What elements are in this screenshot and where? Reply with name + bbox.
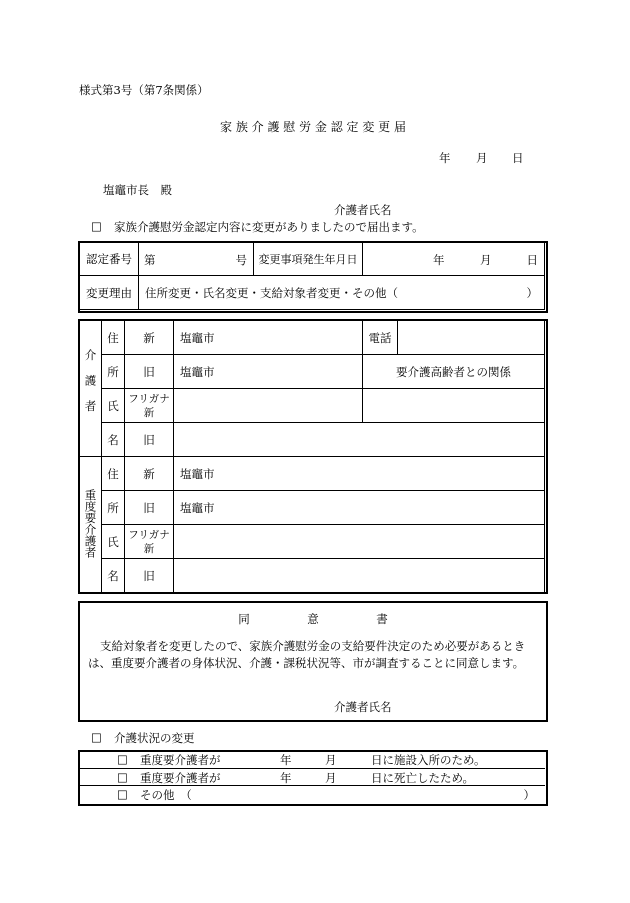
reason-field[interactable] (139, 276, 545, 310)
consent-title: 同 意 書 (238, 612, 388, 626)
status-row (79, 751, 545, 768)
caregiver-old-addr-label: 旧 (125, 355, 174, 389)
cared-new-name[interactable] (174, 525, 545, 559)
phone-label: 電話 (363, 321, 398, 355)
relation-label: 要介護高齢者との関係 (363, 355, 545, 389)
change-date-year: 年 (433, 253, 445, 267)
cared-new-addr-label: 新 (125, 457, 174, 491)
furigana-label: フリガナ (128, 392, 170, 405)
status-row-year: 年 (280, 753, 292, 767)
relation-field[interactable] (363, 389, 545, 423)
status-row (79, 785, 545, 802)
date-day: 日 (512, 151, 524, 165)
status-row-month: 月 (325, 753, 337, 767)
cared-old-addr-label: 旧 (125, 491, 174, 525)
caregiver-name-label-2: 名 (102, 423, 125, 457)
cert-no-field[interactable] (139, 243, 254, 276)
cared-addr-label-2: 所 (102, 491, 125, 525)
cared-name-label-2: 名 (102, 559, 125, 593)
caregiver-section-label: 介護者 (80, 321, 102, 457)
caregiver-new-addr-label: 新 (125, 321, 174, 355)
cared-new-name-label (125, 525, 174, 559)
reason-close: ） (526, 286, 538, 300)
certification-table (79, 242, 545, 310)
notice-text: 家族介護慰労金認定内容に変更がありましたので届出ます。 (114, 220, 424, 234)
caregiver-new-name-label (125, 389, 174, 423)
status-change-label: 介護状況の変更 (114, 731, 195, 745)
new-label: 新 (143, 406, 155, 419)
change-date-field[interactable] (363, 243, 545, 276)
status-row-text: 重度要介護者が (140, 770, 221, 785)
status-table (79, 751, 545, 802)
cared-old-addr[interactable]: 塩竈市 (174, 491, 545, 525)
notice-checkbox[interactable]: □ (91, 219, 102, 233)
caregiver-new-name[interactable] (174, 389, 363, 423)
caregiver-old-name-label: 旧 (125, 423, 174, 457)
status-row-suffix: 日に死亡したため。 (371, 770, 475, 785)
furigana-label: フリガナ (128, 528, 170, 541)
form-title: 家 族 介 護 慰 労 金 認 定 変 更 届 (220, 120, 406, 134)
caregiver-addr-label-2: 所 (102, 355, 125, 389)
caregiver-new-addr[interactable]: 塩竈市 (174, 321, 363, 355)
cared-old-name-label: 旧 (125, 559, 174, 593)
cert-no-go: 号 (235, 253, 247, 267)
cared-old-name[interactable] (174, 559, 545, 593)
cert-no-dai: 第 (144, 253, 156, 267)
status-row-checkbox[interactable]: □ (117, 752, 128, 766)
status-row-text: その他 （ (140, 787, 192, 802)
status-change-checkbox[interactable]: □ (91, 730, 102, 744)
status-row-text: 重度要介護者が (140, 753, 221, 767)
person-table (79, 320, 545, 593)
caregiver-name-label: 介護者氏名 (334, 203, 392, 217)
new-label: 新 (143, 542, 155, 555)
form-number: 様式第3号（第7条関係） (79, 83, 209, 97)
caregiver-addr-label-1: 住 (102, 321, 125, 355)
phone-field[interactable] (398, 321, 545, 355)
caregiver-old-name[interactable] (174, 423, 545, 457)
consent-body: 支給対象者を変更したので、家族介護慰労金の支給要件決定のため必要があるときは、重度要介護者の身体状況、介護・課税状況等、市が調査することに同意します。 (88, 639, 526, 670)
status-row-year: 年 (280, 770, 292, 785)
consent-name-label: 介護者氏名 (334, 700, 392, 714)
change-date-day: 日 (526, 253, 538, 267)
reason-label: 変更理由 (80, 276, 139, 310)
caregiver-name-label-1: 氏 (102, 389, 125, 423)
change-date-label: 変更事項発生年月日 (254, 243, 363, 276)
reason-text: 住所変更・氏名変更・支給対象者変更・その他（ (145, 286, 398, 300)
addressee: 塩竈市長 殿 (103, 183, 172, 197)
status-row-checkbox[interactable]: □ (117, 786, 128, 801)
date-month: 月 (476, 151, 488, 165)
status-row-suffix: 日に施設入所のため。 (371, 753, 486, 767)
status-row-checkbox[interactable]: □ (117, 769, 128, 784)
cared-name-label-1: 氏 (102, 525, 125, 559)
status-row-suffix: ） (523, 787, 535, 802)
change-date-month: 月 (480, 253, 492, 267)
cared-addr-label-1: 住 (102, 457, 125, 491)
cert-no-label: 認定番号 (80, 243, 139, 276)
status-row-month: 月 (325, 770, 337, 785)
status-row (79, 768, 545, 785)
consent-box (78, 601, 548, 722)
cared-section-label: 重度要介護者 (80, 457, 102, 593)
cared-new-addr[interactable]: 塩竈市 (174, 457, 545, 491)
caregiver-old-addr[interactable]: 塩竈市 (174, 355, 363, 389)
date-year: 年 (439, 151, 451, 165)
